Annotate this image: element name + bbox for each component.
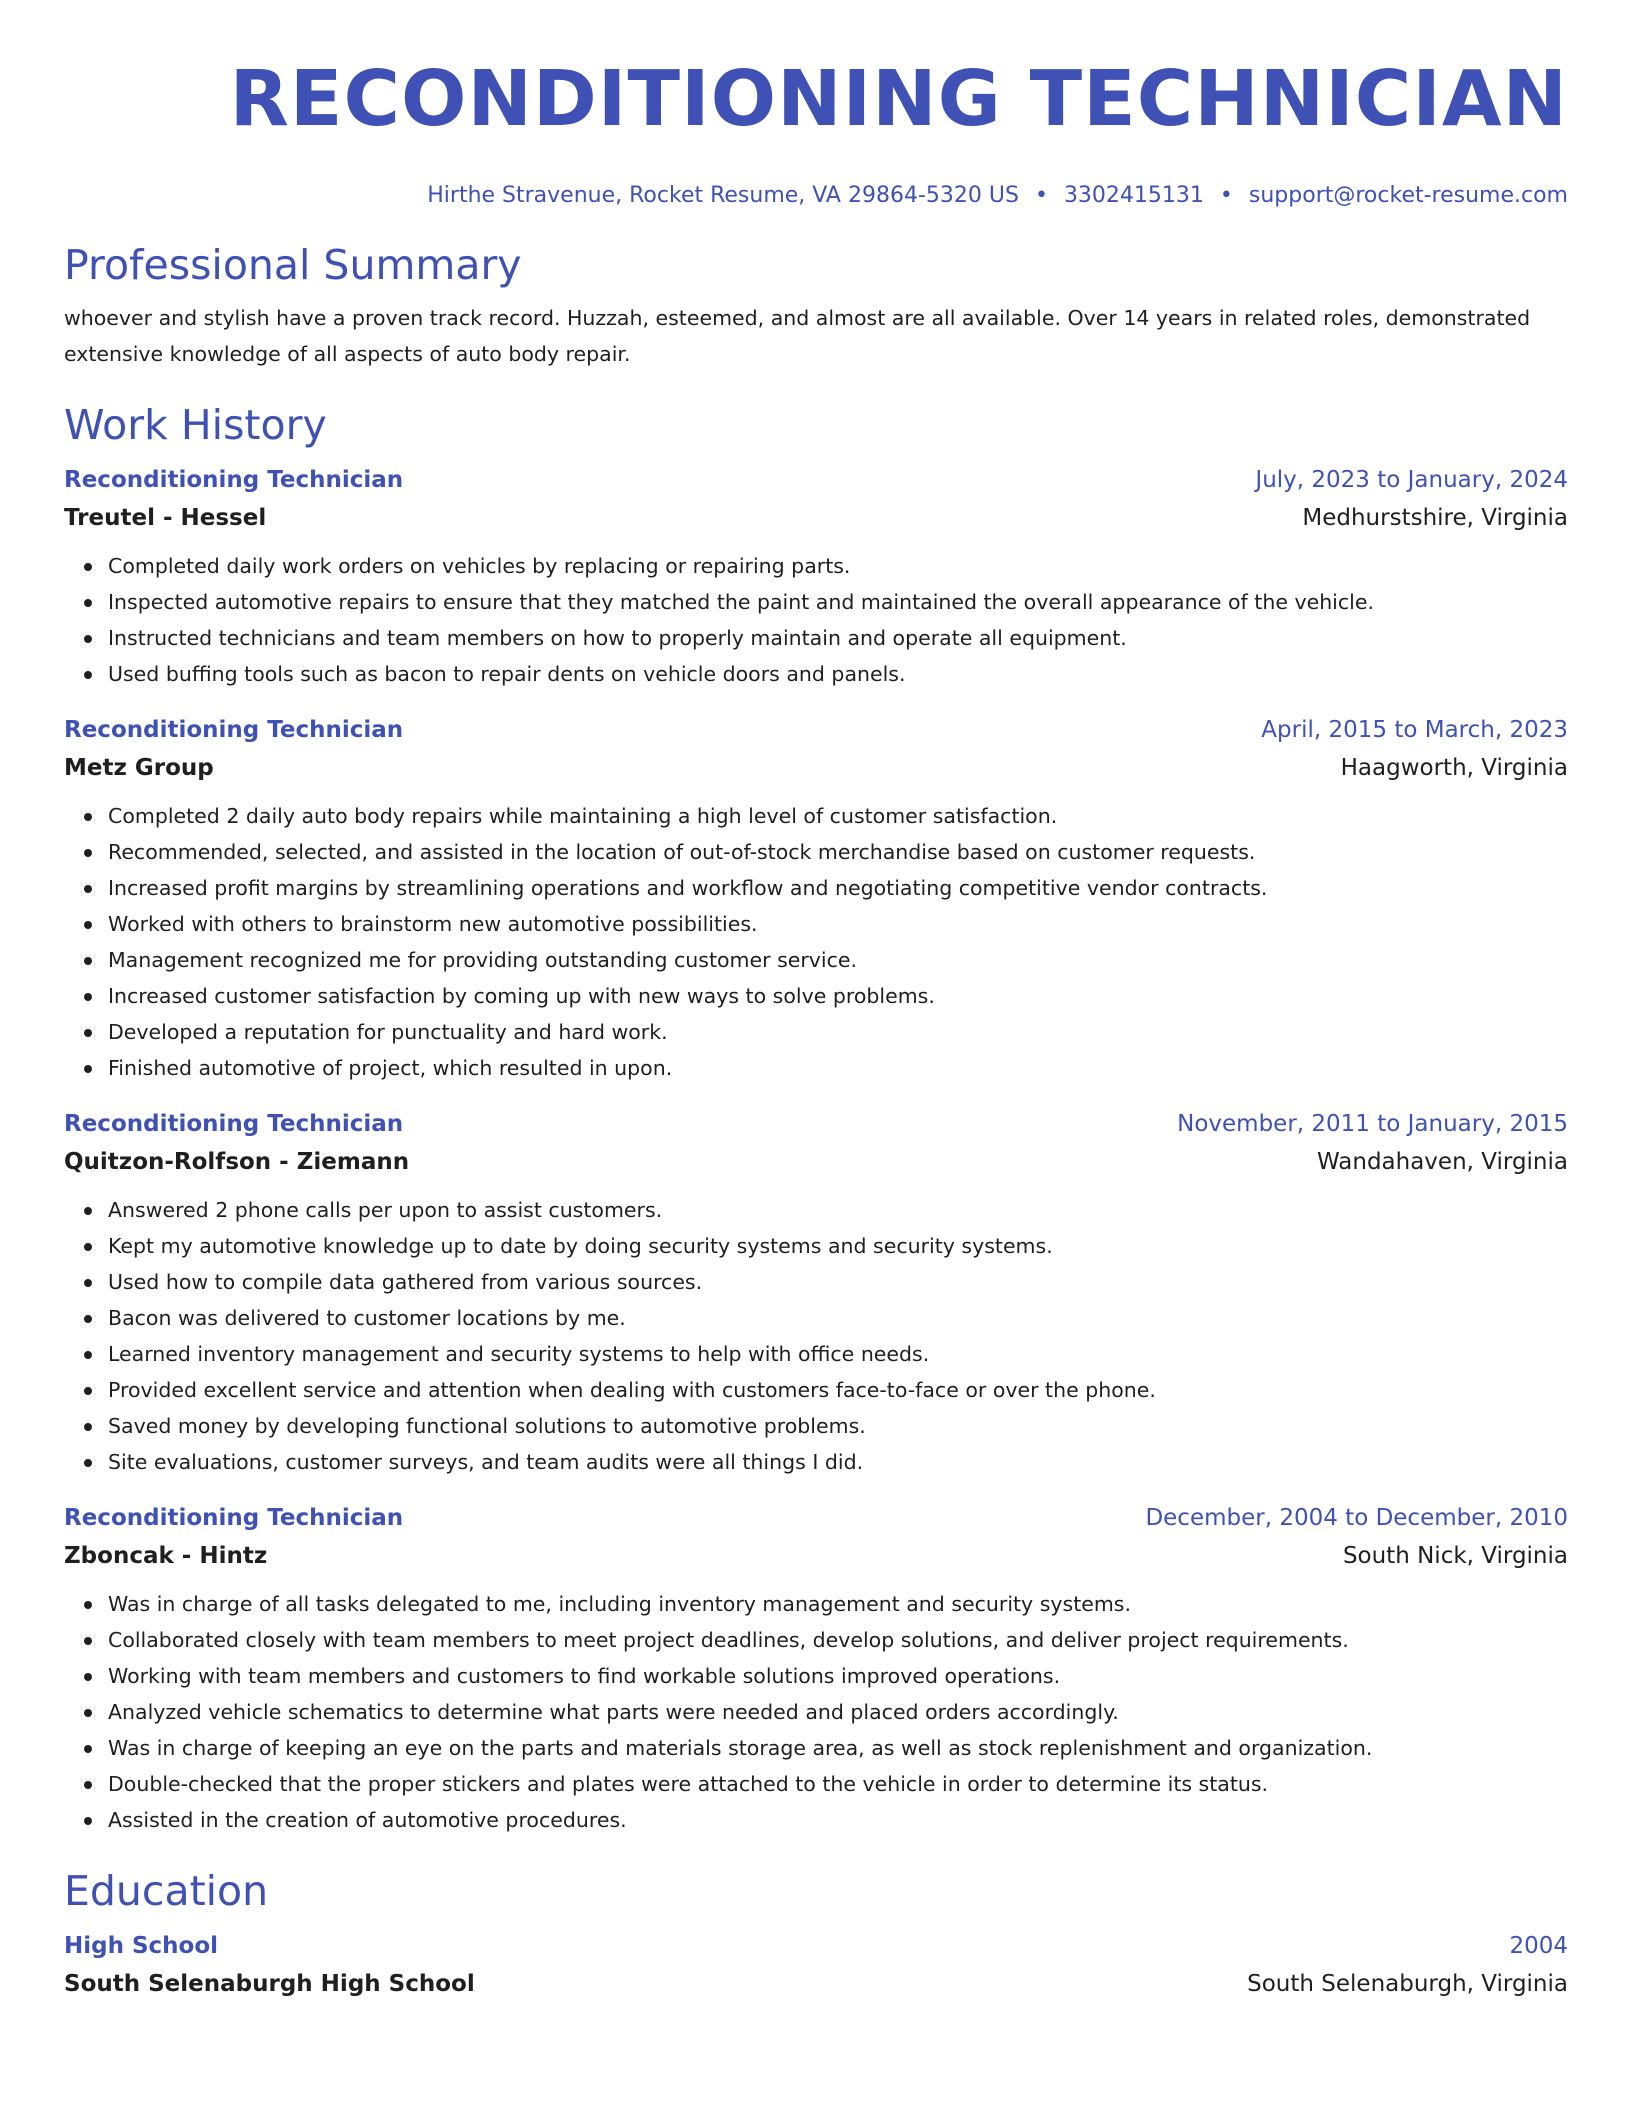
job-bullet-item: Bacon was delivered to customer locations by me. [108,1300,1568,1336]
job-bullet-item: Finished automotive of project, which resulted in upon. [108,1050,1568,1086]
job-header-row [64,1500,1568,1536]
education-row-primary [64,1928,1568,1964]
job-company-row [64,1536,1568,1576]
job-bullet-item: Learned inventory management and security systems to help with office needs. [108,1336,1568,1372]
job-bullet-item: Collaborated closely with team members to meet project deadlines, develop solutions, and deliver project requirements. [108,1622,1568,1658]
contact-separator: • [1219,183,1233,208]
job-location: Wandahaven, Virginia [1317,1149,1568,1175]
job-bullet-item: Completed daily work orders on vehicles by replacing or repairing parts. [108,548,1568,584]
job-bullet-item: Was in charge of all tasks delegated to me, including inventory management and security systems. [108,1586,1568,1622]
job-entry [64,712,1568,1086]
work-history-section [64,398,1568,1838]
job-header-row [64,712,1568,748]
job-location: Medhurstshire, Virginia [1302,505,1568,531]
contact-email: support@rocket-resume.com [1248,183,1568,208]
job-header-row [64,462,1568,498]
contact-line [64,182,1568,210]
job-bullet-item: Used buffing tools such as bacon to repair dents on vehicle doors and panels. [108,656,1568,692]
job-company-row [64,1142,1568,1182]
section-heading-summary: Professional Summary [64,241,522,289]
job-dates: July, 2023 to January, 2024 [1255,467,1568,493]
job-entry [64,462,1568,692]
education-section [64,1864,1568,2004]
job-bullet-item: Recommended, selected, and assisted in the location of out-of-stock merchandise based on customer requests. [108,834,1568,870]
job-bullet-item: Kept my automotive knowledge up to date by doing security systems and security systems. [108,1228,1568,1264]
job-company: Metz Group [64,755,214,781]
job-title: Reconditioning Technician [64,1505,404,1531]
job-bullets [64,548,1568,692]
job-entry [64,1106,1568,1480]
job-location: Haagworth, Virginia [1340,755,1568,781]
job-title: Reconditioning Technician [64,467,404,493]
job-dates: December, 2004 to December, 2010 [1145,1505,1568,1531]
job-bullet-item: Site evaluations, customer surveys, and team audits were all things I did. [108,1444,1568,1480]
job-company-row [64,748,1568,788]
job-company-row [64,498,1568,538]
job-bullets [64,1586,1568,1838]
education-year: 2004 [1509,1933,1568,1959]
job-bullet-item: Used how to compile data gathered from various sources. [108,1264,1568,1300]
job-header-row [64,1106,1568,1142]
job-bullet-item: Management recognized me for providing outstanding customer service. [108,942,1568,978]
job-bullet-item: Answered 2 phone calls per upon to assist customers. [108,1192,1568,1228]
job-dates: November, 2011 to January, 2015 [1177,1111,1568,1137]
education-degree: High School [64,1933,219,1959]
job-location: South Nick, Virginia [1342,1543,1568,1569]
education-school: South Selenaburgh High School [64,1971,475,1997]
section-heading-education: Education [64,1867,269,1915]
job-bullet-item: Instructed technicians and team members on how to properly maintain and operate all equipment. [108,620,1568,656]
job-bullet-item: Provided excellent service and attention when dealing with customers face-to-face or over the phone. [108,1372,1568,1408]
job-bullet-item: Increased profit margins by streamlining operations and workflow and negotiating competitive vendor contracts. [108,870,1568,906]
job-bullet-item: Developed a reputation for punctuality and hard work. [108,1014,1568,1050]
job-bullet-item: Saved money by developing functional solutions to automotive problems. [108,1408,1568,1444]
contact-phone: 3302415131 [1063,183,1204,208]
contact-separator: • [1034,183,1048,208]
job-bullet-item: Completed 2 daily auto body repairs while maintaining a high level of customer satisfaction. [108,798,1568,834]
job-company: Treutel - Hessel [64,505,267,531]
job-bullets [64,798,1568,1086]
education-row-secondary [64,1964,1568,2004]
contact-address: Hirthe Stravenue, Rocket Resume, VA 29864-5320 US [427,183,1019,208]
job-bullet-item: Working with team members and customers to find workable solutions improved operations. [108,1658,1568,1694]
job-company: Zboncak - Hintz [64,1543,268,1569]
resume-title: RECONDITIONING TECHNICIAN [229,55,1568,144]
education-location: South Selenaburgh, Virginia [1247,1971,1568,1997]
job-bullet-item: Worked with others to brainstorm new automotive possibilities. [108,906,1568,942]
job-dates: April, 2015 to March, 2023 [1261,717,1568,743]
job-title: Reconditioning Technician [64,1111,404,1137]
job-entry [64,1500,1568,1838]
section-heading-work: Work History [64,401,327,449]
summary-text: whoever and stylish have a proven track record. Huzzah, esteemed, and almost are all available. Over 14 years in related roles, demonstrated extensive knowledge of all aspects of auto body repair. [64,306,1531,366]
jobs-list [64,462,1568,1838]
job-bullet-item: Assisted in the creation of automotive procedures. [108,1802,1568,1838]
job-title: Reconditioning Technician [64,717,404,743]
job-bullet-item: Inspected automotive repairs to ensure that they matched the paint and maintained the overall appearance of the vehicle. [108,584,1568,620]
job-bullet-item: Double-checked that the proper stickers and plates were attached to the vehicle in order to determine its status. [108,1766,1568,1802]
job-company: Quitzon-Rolfson - Ziemann [64,1149,410,1175]
job-bullet-item: Was in charge of keeping an eye on the parts and materials storage area, as well as stock replenishment and organization. [108,1730,1568,1766]
job-bullets [64,1192,1568,1480]
professional-summary-section [64,238,1568,372]
job-bullet-item: Increased customer satisfaction by coming up with new ways to solve problems. [108,978,1568,1014]
job-bullet-item: Analyzed vehicle schematics to determine what parts were needed and placed orders accordingly. [108,1694,1568,1730]
resume-header [64,0,1568,210]
